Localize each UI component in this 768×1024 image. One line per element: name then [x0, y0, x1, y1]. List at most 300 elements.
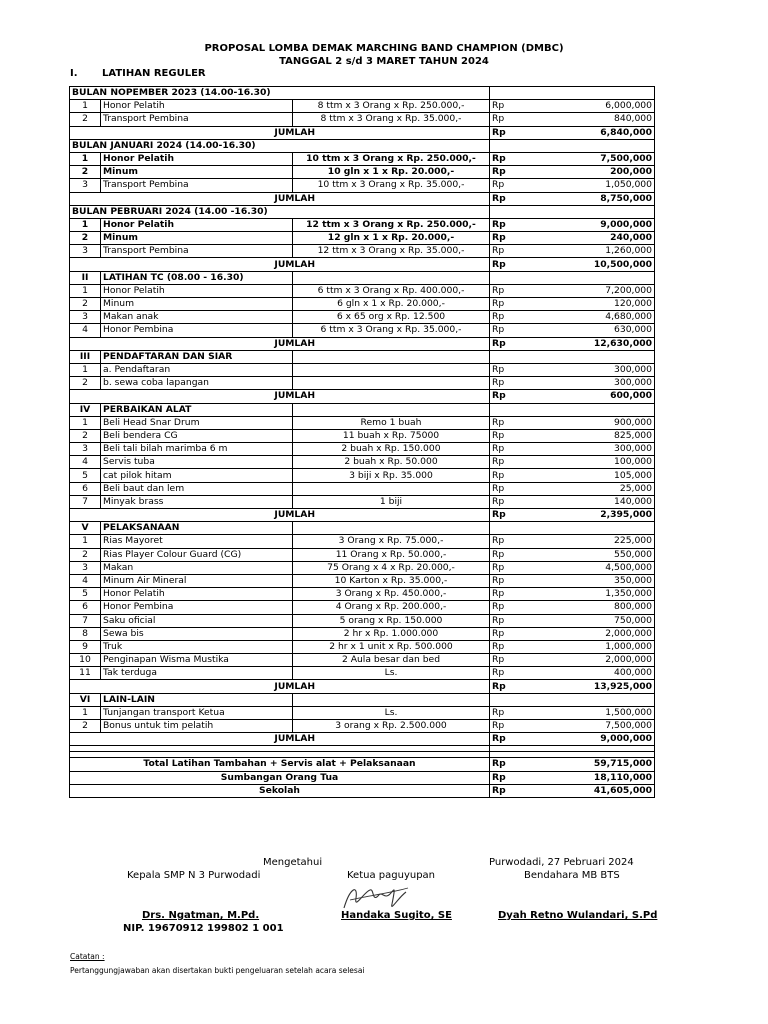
item-amount: 7,500,000 — [543, 152, 655, 165]
item-calculation: 3 orang x Rp. 2.500.000 — [293, 720, 490, 733]
item-amount: 105,000 — [543, 469, 655, 482]
item-calculation: 2 buah x Rp. 50.000 — [293, 456, 490, 469]
item-currency: Rp — [490, 284, 543, 297]
table-row — [70, 720, 655, 733]
item-number: 2 — [70, 720, 101, 733]
item-calculation — [293, 377, 490, 390]
item-description: Transport Pembina — [101, 245, 293, 258]
item-amount: 350,000 — [543, 574, 655, 587]
item-amount: 4,500,000 — [543, 561, 655, 574]
subtotal-amount: 12,630,000 — [543, 337, 655, 350]
summary-currency: Rp — [490, 771, 543, 784]
item-calculation: 75 Orang x 4 x Rp. 20.000,- — [293, 561, 490, 574]
section-number: I. — [70, 68, 78, 79]
place-date: Purwodadi, 27 Pebruari 2024 — [489, 857, 634, 868]
item-number: 10 — [70, 654, 101, 667]
item-currency: Rp — [490, 561, 543, 574]
subtotal-spacer — [70, 126, 101, 139]
item-calculation: 3 Orang x Rp. 450.000,- — [293, 588, 490, 601]
item-number: 4 — [70, 324, 101, 337]
item-amount: 1,350,000 — [543, 588, 655, 601]
item-currency: Rp — [490, 627, 543, 640]
section-title: PENDAFTARAN DAN SIAR — [101, 350, 293, 363]
item-calculation: 2 hr x Rp. 1.000.000 — [293, 627, 490, 640]
item-currency: Rp — [490, 601, 543, 614]
subtotal-label: JUMLAH — [101, 258, 490, 271]
item-description: Tunjangan transport Ketua — [101, 706, 293, 719]
table-row — [70, 561, 655, 574]
section-header-row — [70, 693, 655, 706]
item-amount: 300,000 — [543, 377, 655, 390]
month-header-row — [70, 139, 655, 152]
item-description: Makan anak — [101, 311, 293, 324]
item-calculation: 10 ttm x 3 Orang x Rp. 35.000,- — [293, 179, 490, 192]
item-description: Honor Pelatih — [101, 284, 293, 297]
item-calculation — [293, 363, 490, 376]
section-currency-empty — [490, 350, 543, 363]
mengetahui-label: Mengetahui — [263, 857, 323, 868]
table-row — [70, 548, 655, 561]
month-currency-empty — [490, 139, 543, 152]
item-number: 3 — [70, 443, 101, 456]
note-label: Catatan : — [70, 952, 105, 961]
table-row — [70, 324, 655, 337]
item-amount: 750,000 — [543, 614, 655, 627]
item-description: Transport Pembina — [101, 113, 293, 126]
item-amount: 300,000 — [543, 363, 655, 376]
item-number: 1 — [70, 284, 101, 297]
item-description: Minum — [101, 166, 293, 179]
table-row — [70, 482, 655, 495]
budget-table-body — [70, 87, 655, 798]
item-calculation: Ls. — [293, 706, 490, 719]
item-number: 7 — [70, 495, 101, 508]
note-text: Pertanggungjawaban akan disertakan bukti pengeluaran setelah acara selesai — [70, 966, 365, 975]
item-currency: Rp — [490, 416, 543, 429]
item-currency: Rp — [490, 640, 543, 653]
item-currency: Rp — [490, 232, 543, 245]
item-calculation: 5 orang x Rp. 150.000 — [293, 614, 490, 627]
section-number: II — [70, 271, 101, 284]
section-calc-empty — [293, 522, 490, 535]
section-number: VI — [70, 693, 101, 706]
section-amount-empty — [543, 693, 655, 706]
item-amount: 1,260,000 — [543, 245, 655, 258]
item-calculation: 12 ttm x 3 Orang x Rp. 35.000,- — [293, 245, 490, 258]
item-number: 1 — [70, 363, 101, 376]
table-row — [70, 495, 655, 508]
table-row — [70, 456, 655, 469]
item-number: 1 — [70, 416, 101, 429]
month-currency-empty — [490, 87, 543, 100]
month-title: BULAN NOPEMBER 2023 (14.00-16.30) — [70, 87, 490, 100]
item-calculation: 2 Aula besar dan bed — [293, 654, 490, 667]
item-number: 3 — [70, 245, 101, 258]
table-row — [70, 377, 655, 390]
item-amount: 840,000 — [543, 113, 655, 126]
item-currency: Rp — [490, 706, 543, 719]
item-description: Rias Mayoret — [101, 535, 293, 548]
summary-row — [70, 771, 655, 784]
item-description: Honor Pembina — [101, 324, 293, 337]
item-description: Saku oficial — [101, 614, 293, 627]
item-calculation: 2 hr x 1 unit x Rp. 500.000 — [293, 640, 490, 653]
item-number: 2 — [70, 298, 101, 311]
month-header-row — [70, 87, 655, 100]
subtotal-row — [70, 258, 655, 271]
subtotal-amount: 600,000 — [543, 390, 655, 403]
section-header-row — [70, 350, 655, 363]
subtotal-label: JUMLAH — [101, 126, 490, 139]
subtotal-spacer — [70, 509, 101, 522]
subtotal-amount: 8,750,000 — [543, 192, 655, 205]
item-amount: 550,000 — [543, 548, 655, 561]
item-currency: Rp — [490, 495, 543, 508]
section-amount-empty — [543, 350, 655, 363]
subtotal-row — [70, 733, 655, 746]
item-amount: 825,000 — [543, 429, 655, 442]
item-amount: 400,000 — [543, 667, 655, 680]
item-amount: 6,000,000 — [543, 100, 655, 113]
item-calculation: 3 biji x Rp. 35.000 — [293, 469, 490, 482]
item-description: Beli tali bilah marimba 6 m — [101, 443, 293, 456]
subtotal-row — [70, 509, 655, 522]
item-amount: 240,000 — [543, 232, 655, 245]
subtotal-label: JUMLAH — [101, 733, 490, 746]
item-calculation: 10 gln x 1 x Rp. 20.000,- — [293, 166, 490, 179]
item-amount: 200,000 — [543, 166, 655, 179]
item-number: 5 — [70, 588, 101, 601]
table-row — [70, 443, 655, 456]
table-row — [70, 535, 655, 548]
item-currency: Rp — [490, 535, 543, 548]
item-amount: 225,000 — [543, 535, 655, 548]
table-row — [70, 311, 655, 324]
subtotal-amount: 10,500,000 — [543, 258, 655, 271]
item-number: 1 — [70, 152, 101, 165]
section-amount-empty — [543, 403, 655, 416]
item-amount: 100,000 — [543, 456, 655, 469]
item-currency: Rp — [490, 311, 543, 324]
item-description: Rias Player Colour Guard (CG) — [101, 548, 293, 561]
item-number: 7 — [70, 614, 101, 627]
document-title-line1: PROPOSAL LOMBA DEMAK MARCHING BAND CHAMPION (DMBC) — [204, 43, 564, 54]
item-calculation: 10 ttm x 3 Orang x Rp. 250.000,- — [293, 152, 490, 165]
subtotal-row — [70, 126, 655, 139]
item-description: cat pilok hitam — [101, 469, 293, 482]
item-calculation — [293, 482, 490, 495]
item-number: 9 — [70, 640, 101, 653]
table-row — [70, 588, 655, 601]
item-number: 2 — [70, 166, 101, 179]
item-number: 5 — [70, 469, 101, 482]
subtotal-amount: 2,395,000 — [543, 509, 655, 522]
role-treasurer: Bendahara MB BTS — [524, 870, 620, 881]
item-currency: Rp — [490, 456, 543, 469]
item-number: 11 — [70, 667, 101, 680]
item-currency: Rp — [490, 429, 543, 442]
item-amount: 140,000 — [543, 495, 655, 508]
item-currency: Rp — [490, 654, 543, 667]
section-currency-empty — [490, 403, 543, 416]
section-calc-empty — [293, 693, 490, 706]
item-amount: 9,000,000 — [543, 218, 655, 231]
table-row — [70, 416, 655, 429]
table-row — [70, 113, 655, 126]
item-number: 3 — [70, 561, 101, 574]
summary-label: Total Latihan Tambahan + Servis alat + Pelaksanaan — [70, 758, 490, 771]
section-title: LATIHAN REGULER — [102, 68, 206, 79]
item-amount: 1,500,000 — [543, 706, 655, 719]
item-amount: 2,000,000 — [543, 627, 655, 640]
subtotal-currency: Rp — [490, 509, 543, 522]
item-description: Honor Pembina — [101, 601, 293, 614]
item-number: 2 — [70, 548, 101, 561]
subtotal-amount: 6,840,000 — [543, 126, 655, 139]
item-currency: Rp — [490, 113, 543, 126]
item-description: Minyak brass — [101, 495, 293, 508]
item-amount: 300,000 — [543, 443, 655, 456]
item-currency: Rp — [490, 218, 543, 231]
subtotal-row — [70, 680, 655, 693]
table-row — [70, 100, 655, 113]
item-currency: Rp — [490, 574, 543, 587]
item-calculation: Ls. — [293, 667, 490, 680]
item-number: 1 — [70, 218, 101, 231]
item-description: Truk — [101, 640, 293, 653]
subtotal-label: JUMLAH — [101, 390, 490, 403]
item-amount: 25,000 — [543, 482, 655, 495]
month-header-row — [70, 205, 655, 218]
table-row — [70, 469, 655, 482]
item-description: Minum Air Mineral — [101, 574, 293, 587]
item-number: 2 — [70, 113, 101, 126]
item-description: Minum — [101, 298, 293, 311]
subtotal-currency: Rp — [490, 733, 543, 746]
budget-table — [69, 86, 655, 798]
item-number: 1 — [70, 706, 101, 719]
table-row — [70, 284, 655, 297]
summary-row — [70, 758, 655, 771]
subtotal-currency: Rp — [490, 337, 543, 350]
subtotal-currency: Rp — [490, 126, 543, 139]
table-row — [70, 218, 655, 231]
item-number: 3 — [70, 311, 101, 324]
section-calc-empty — [293, 403, 490, 416]
subtotal-label: JUMLAH — [101, 337, 490, 350]
month-title: BULAN PEBRUARI 2024 (14.00 -16.30) — [70, 205, 490, 218]
subtotal-row — [70, 192, 655, 205]
section-currency-empty — [490, 693, 543, 706]
item-number: 1 — [70, 100, 101, 113]
item-currency: Rp — [490, 482, 543, 495]
item-description: Penginapan Wisma Mustika — [101, 654, 293, 667]
item-currency: Rp — [490, 179, 543, 192]
item-amount: 7,500,000 — [543, 720, 655, 733]
item-currency: Rp — [490, 166, 543, 179]
item-description: Bonus untuk tim pelatih — [101, 720, 293, 733]
subtotal-currency: Rp — [490, 192, 543, 205]
section-currency-empty — [490, 522, 543, 535]
item-description: Beli Head Snar Drum — [101, 416, 293, 429]
table-row — [70, 601, 655, 614]
item-amount: 7,200,000 — [543, 284, 655, 297]
summary-currency: Rp — [490, 784, 543, 797]
month-currency-empty — [490, 205, 543, 218]
item-calculation: 11 Orang x Rp. 50.000,- — [293, 548, 490, 561]
item-description: b. sewa coba lapangan — [101, 377, 293, 390]
section-header-row — [70, 271, 655, 284]
role-headmaster: Kepala SMP N 3 Purwodadi — [127, 870, 261, 881]
section-title: PERBAIKAN ALAT — [101, 403, 293, 416]
subtotal-amount: 13,925,000 — [543, 680, 655, 693]
item-amount: 120,000 — [543, 298, 655, 311]
summary-amount: 41,605,000 — [543, 784, 655, 797]
table-row — [70, 166, 655, 179]
item-calculation: 11 buah x Rp. 75000 — [293, 429, 490, 442]
subtotal-label: JUMLAH — [101, 680, 490, 693]
section-calc-empty — [293, 350, 490, 363]
item-number: 4 — [70, 456, 101, 469]
section-number: IV — [70, 403, 101, 416]
name-treasurer: Dyah Retno Wulandari, S.Pd — [498, 910, 658, 921]
table-row — [70, 152, 655, 165]
item-calculation: 8 ttm x 3 Orang x Rp. 35.000,- — [293, 113, 490, 126]
subtotal-label: JUMLAH — [101, 509, 490, 522]
subtotal-label: JUMLAH — [101, 192, 490, 205]
summary-amount: 59,715,000 — [543, 758, 655, 771]
table-row — [70, 667, 655, 680]
subtotal-spacer — [70, 680, 101, 693]
item-description: a. Pendaftaran — [101, 363, 293, 376]
section-header-row — [70, 403, 655, 416]
item-calculation: 6 x 65 org x Rp. 12.500 — [293, 311, 490, 324]
table-row — [70, 232, 655, 245]
item-description: Honor Pelatih — [101, 100, 293, 113]
month-title: BULAN JANUARI 2024 (14.00-16.30) — [70, 139, 490, 152]
table-row — [70, 654, 655, 667]
item-description: Honor Pelatih — [101, 218, 293, 231]
item-number: 2 — [70, 377, 101, 390]
item-number: 2 — [70, 429, 101, 442]
section-amount-empty — [543, 271, 655, 284]
item-calculation: 10 Karton x Rp. 35.000,- — [293, 574, 490, 587]
item-calculation: 2 buah x Rp. 150.000 — [293, 443, 490, 456]
table-row — [70, 574, 655, 587]
section-title: LAIN-LAIN — [101, 693, 293, 706]
item-calculation: 6 gln x 1 x Rp. 20.000,- — [293, 298, 490, 311]
section-title: LATIHAN TC (08.00 - 16.30) — [101, 271, 293, 284]
item-description: Sewa bis — [101, 627, 293, 640]
item-calculation: 1 biji — [293, 495, 490, 508]
subtotal-spacer — [70, 733, 101, 746]
section-currency-empty — [490, 271, 543, 284]
subtotal-currency: Rp — [490, 390, 543, 403]
item-currency: Rp — [490, 298, 543, 311]
item-description: Beli bendera CG — [101, 429, 293, 442]
table-row — [70, 298, 655, 311]
item-currency: Rp — [490, 100, 543, 113]
table-row — [70, 627, 655, 640]
item-number: 2 — [70, 232, 101, 245]
item-amount: 800,000 — [543, 601, 655, 614]
item-number: 6 — [70, 601, 101, 614]
item-currency: Rp — [490, 245, 543, 258]
summary-label: Sekolah — [70, 784, 490, 797]
item-currency: Rp — [490, 667, 543, 680]
item-calculation: 12 gln x 1 x Rp. 20.000,- — [293, 232, 490, 245]
section-header-row — [70, 522, 655, 535]
table-row — [70, 363, 655, 376]
section-heading — [70, 68, 206, 79]
subtotal-amount: 9,000,000 — [543, 733, 655, 746]
item-amount: 2,000,000 — [543, 654, 655, 667]
summary-amount: 18,110,000 — [543, 771, 655, 784]
item-currency: Rp — [490, 377, 543, 390]
item-number: 1 — [70, 535, 101, 548]
item-calculation: 3 Orang x Rp. 75.000,- — [293, 535, 490, 548]
item-currency: Rp — [490, 720, 543, 733]
item-description: Servis tuba — [101, 456, 293, 469]
item-calculation: Remo 1 buah — [293, 416, 490, 429]
item-number: 6 — [70, 482, 101, 495]
subtotal-row — [70, 337, 655, 350]
subtotal-spacer — [70, 337, 101, 350]
item-description: Transport Pembina — [101, 179, 293, 192]
section-number: III — [70, 350, 101, 363]
item-number: 8 — [70, 627, 101, 640]
item-number: 4 — [70, 574, 101, 587]
item-amount: 1,050,000 — [543, 179, 655, 192]
item-currency: Rp — [490, 363, 543, 376]
nip-headmaster: NIP. 19670912 199802 1 001 — [123, 923, 284, 934]
item-description: Honor Pelatih — [101, 588, 293, 601]
summary-row — [70, 784, 655, 797]
name-association-chair: Handaka Sugito, SE — [341, 910, 452, 921]
month-amount-empty — [543, 87, 655, 100]
item-description: Honor Pelatih — [101, 152, 293, 165]
item-calculation: 12 ttm x 3 Orang x Rp. 250.000,- — [293, 218, 490, 231]
item-currency: Rp — [490, 548, 543, 561]
table-row — [70, 640, 655, 653]
section-number: V — [70, 522, 101, 535]
item-number: 3 — [70, 179, 101, 192]
item-currency: Rp — [490, 443, 543, 456]
item-calculation: 6 ttm x 3 Orang x Rp. 400.000,- — [293, 284, 490, 297]
item-currency: Rp — [490, 469, 543, 482]
item-description: Makan — [101, 561, 293, 574]
item-currency: Rp — [490, 324, 543, 337]
section-title: PELAKSANAAN — [101, 522, 293, 535]
table-row — [70, 429, 655, 442]
item-currency: Rp — [490, 614, 543, 627]
item-amount: 4,680,000 — [543, 311, 655, 324]
summary-label: Sumbangan Orang Tua — [70, 771, 490, 784]
subtotal-row — [70, 390, 655, 403]
item-amount: 630,000 — [543, 324, 655, 337]
table-row — [70, 706, 655, 719]
table-row — [70, 245, 655, 258]
item-currency: Rp — [490, 152, 543, 165]
item-description: Beli baut dan lem — [101, 482, 293, 495]
table-row — [70, 179, 655, 192]
item-currency: Rp — [490, 588, 543, 601]
month-amount-empty — [543, 205, 655, 218]
section-amount-empty — [543, 522, 655, 535]
document-title-line2: TANGGAL 2 s/d 3 MARET TAHUN 2024 — [279, 56, 489, 67]
table-row — [70, 614, 655, 627]
subtotal-spacer — [70, 192, 101, 205]
